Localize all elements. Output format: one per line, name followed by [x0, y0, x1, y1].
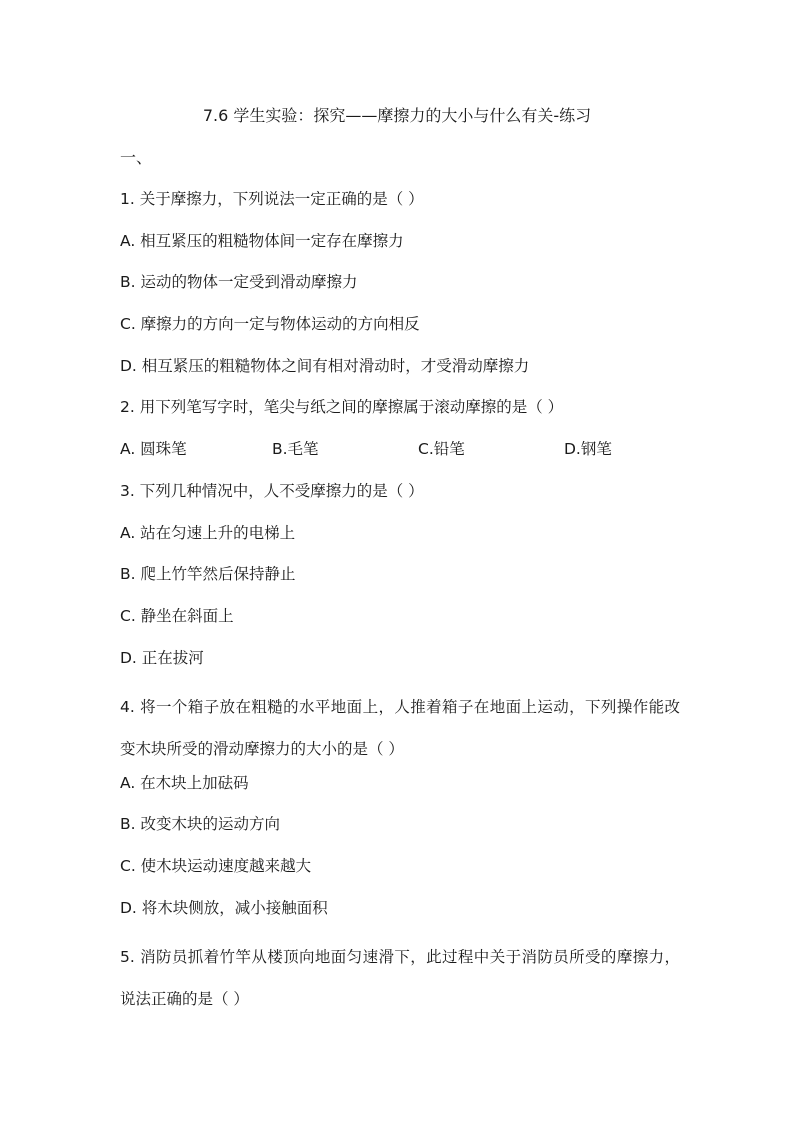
question-4-option-c: C. 使木块运动速度越来越大 [120, 857, 312, 876]
question-1-option-d: D. 相互紧压的粗糙物体之间有相对滑动时，才受滑动摩擦力 [120, 356, 530, 375]
question-5-stem: 5. 消防员抓着竹竿从楼顶向地面匀速滑下，此过程中关于消防员所受的摩擦力，说法正确的是（ ） [120, 948, 680, 1009]
question-2-options [120, 437, 680, 479]
question-2-stem: 2. 用下列笔写字时，笔尖与纸之间的摩擦属于滚动摩擦的是（ ） [120, 398, 564, 417]
question-3-option-b: B. 爬上竹竿然后保持静止 [120, 565, 296, 584]
question-3-option-d: D. 正在拔河 [120, 648, 204, 667]
question-2-option-b: B.毛笔 [272, 440, 319, 459]
section-heading: 一、 [120, 148, 153, 167]
question-4-option-a: A. 在木块上加砝码 [120, 773, 249, 792]
question-list [120, 187, 680, 1021]
question-4-stem: 4. 将一个箱子放在粗糙的水平地面上，人推着箱子在地面上运动，下列操作能改变木块所受的滑动摩擦力的大小的是（ ） [120, 698, 680, 758]
question-2-option-c: C.铅笔 [418, 440, 465, 459]
question-3-option-a: A. 站在匀速上升的电梯上 [120, 523, 296, 542]
question-1-option-c: C. 摩擦力的方向一定与物体运动的方向相反 [120, 315, 420, 334]
question-2-option-d: D.钢笔 [564, 440, 612, 459]
question-2-option-a: A. 圆珠笔 [120, 440, 187, 459]
question-3-stem: 3. 下列几种情况中，人不受摩擦力的是（ ） [120, 481, 424, 500]
page-title: 7.6 学生实验：探究——摩擦力的大小与什么有关-练习 [202, 106, 592, 125]
question-1-stem: 1. 关于摩擦力，下列说法一定正确的是（ ） [120, 190, 424, 208]
question-1-option-a: A. 相互紧压的粗糙物体间一定存在摩擦力 [120, 231, 404, 250]
question-1-option-b: B. 运动的物体一定受到滑动摩擦力 [120, 273, 358, 292]
question-4-option-b: B. 改变木块的运动方向 [120, 815, 280, 834]
question-4-option-d: D. 将木块侧放，减小接触面积 [120, 898, 328, 917]
question-3-option-c: C. 静坐在斜面上 [120, 606, 234, 625]
